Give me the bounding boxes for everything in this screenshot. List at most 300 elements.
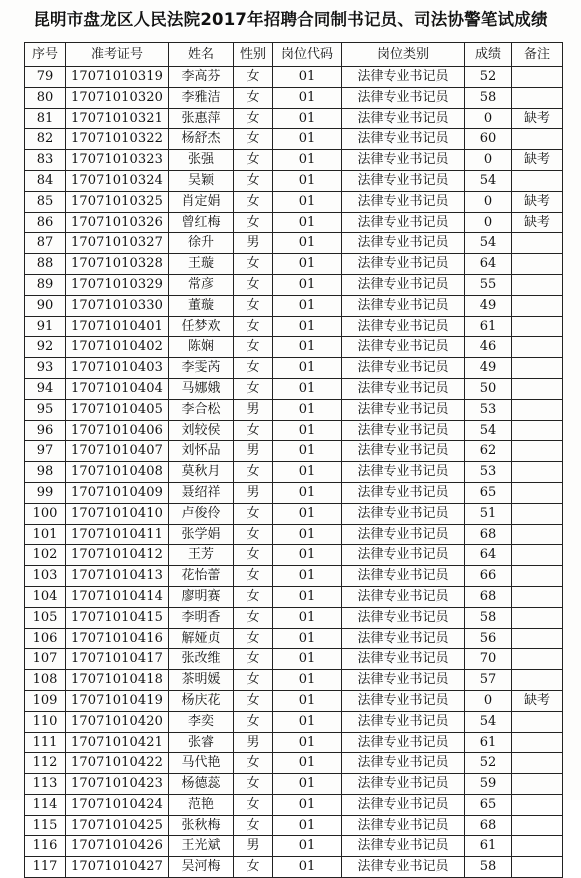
cell-score: 55	[465, 274, 512, 295]
cell-index: 81	[25, 108, 66, 129]
cell-remark	[512, 545, 563, 566]
cell-index: 107	[25, 649, 66, 670]
cell-gender: 女	[234, 87, 273, 108]
cell-index: 101	[25, 524, 66, 545]
cell-gender: 男	[234, 233, 273, 254]
cell-ticket-number: 17071010414	[66, 586, 169, 607]
cell-position-category: 法律专业书记员	[342, 711, 465, 732]
cell-score: 49	[465, 295, 512, 316]
cell-position-code: 01	[273, 67, 342, 88]
cell-position-code: 01	[273, 150, 342, 171]
cell-gender: 男	[234, 441, 273, 462]
cell-index: 85	[25, 191, 66, 212]
document-title: 昆明市盘龙区人民法院2017年招聘合同制书记员、司法协警笔试成绩	[33, 10, 548, 29]
cell-score: 68	[465, 524, 512, 545]
cell-remark	[512, 233, 563, 254]
cell-name: 李雯芮	[169, 358, 234, 379]
cell-index: 104	[25, 586, 66, 607]
cell-position-category: 法律专业书记员	[342, 670, 465, 691]
cell-ticket-number: 17071010427	[66, 857, 169, 878]
cell-ticket-number: 17071010325	[66, 191, 169, 212]
cell-position-category: 法律专业书记员	[342, 815, 465, 836]
cell-name: 王光斌	[169, 836, 234, 857]
cell-index: 100	[25, 503, 66, 524]
cell-remark	[512, 420, 563, 441]
table-row	[25, 108, 563, 129]
cell-name: 陈娴	[169, 337, 234, 358]
cell-index: 87	[25, 233, 66, 254]
cell-position-code: 01	[273, 503, 342, 524]
cell-score: 0	[465, 150, 512, 171]
header-name: 姓名	[169, 43, 234, 67]
cell-position-code: 01	[273, 108, 342, 129]
table-row	[25, 794, 563, 815]
cell-remark	[512, 794, 563, 815]
header-gender: 性别	[234, 43, 273, 67]
table-row	[25, 732, 563, 753]
cell-gender: 女	[234, 815, 273, 836]
cell-index: 93	[25, 358, 66, 379]
cell-score: 65	[465, 482, 512, 503]
cell-position-code: 01	[273, 690, 342, 711]
cell-ticket-number: 17071010412	[66, 545, 169, 566]
cell-index: 91	[25, 316, 66, 337]
cell-score: 54	[465, 170, 512, 191]
cell-position-code: 01	[273, 482, 342, 503]
cell-score: 68	[465, 586, 512, 607]
cell-gender: 女	[234, 295, 273, 316]
cell-position-category: 法律专业书记员	[342, 316, 465, 337]
cell-name: 徐升	[169, 233, 234, 254]
cell-position-code: 01	[273, 254, 342, 275]
cell-position-category: 法律专业书记员	[342, 753, 465, 774]
cell-remark	[512, 295, 563, 316]
header-remark: 备注	[512, 43, 563, 67]
cell-name: 肖定娟	[169, 191, 234, 212]
table-row	[25, 836, 563, 857]
cell-position-code: 01	[273, 191, 342, 212]
cell-ticket-number: 17071010415	[66, 607, 169, 628]
cell-gender: 女	[234, 191, 273, 212]
cell-ticket-number: 17071010319	[66, 67, 169, 88]
table-row	[25, 378, 563, 399]
cell-gender: 女	[234, 566, 273, 587]
cell-score: 52	[465, 753, 512, 774]
cell-name: 李高芬	[169, 67, 234, 88]
cell-score: 57	[465, 670, 512, 691]
cell-gender: 女	[234, 670, 273, 691]
cell-position-category: 法律专业书记员	[342, 441, 465, 462]
cell-ticket-number: 17071010327	[66, 233, 169, 254]
cell-ticket-number: 17071010329	[66, 274, 169, 295]
cell-gender: 女	[234, 628, 273, 649]
cell-remark	[512, 462, 563, 483]
cell-position-code: 01	[273, 607, 342, 628]
cell-position-code: 01	[273, 732, 342, 753]
cell-position-category: 法律专业书记员	[342, 358, 465, 379]
table-row	[25, 753, 563, 774]
table-row	[25, 441, 563, 462]
cell-gender: 女	[234, 586, 273, 607]
cell-gender: 女	[234, 503, 273, 524]
table-row	[25, 274, 563, 295]
cell-position-code: 01	[273, 649, 342, 670]
cell-name: 张强	[169, 150, 234, 171]
cell-score: 54	[465, 711, 512, 732]
table-row	[25, 212, 563, 233]
cell-remark: 缺考	[512, 108, 563, 129]
table-row	[25, 462, 563, 483]
table-body	[25, 67, 563, 878]
cell-position-code: 01	[273, 711, 342, 732]
cell-index: 112	[25, 753, 66, 774]
cell-ticket-number: 17071010402	[66, 337, 169, 358]
cell-position-category: 法律专业书记员	[342, 794, 465, 815]
cell-index: 109	[25, 690, 66, 711]
cell-remark	[512, 503, 563, 524]
cell-position-code: 01	[273, 566, 342, 587]
cell-position-category: 法律专业书记员	[342, 545, 465, 566]
cell-gender: 男	[234, 836, 273, 857]
cell-name: 马娜娥	[169, 378, 234, 399]
cell-position-code: 01	[273, 129, 342, 150]
cell-position-category: 法律专业书记员	[342, 524, 465, 545]
cell-name: 杨德蕊	[169, 774, 234, 795]
cell-index: 88	[25, 254, 66, 275]
cell-position-code: 01	[273, 524, 342, 545]
cell-position-code: 01	[273, 441, 342, 462]
cell-position-code: 01	[273, 815, 342, 836]
cell-name: 李雅洁	[169, 87, 234, 108]
cell-score: 54	[465, 420, 512, 441]
cell-gender: 女	[234, 857, 273, 878]
cell-name: 张学娟	[169, 524, 234, 545]
cell-position-category: 法律专业书记员	[342, 690, 465, 711]
cell-gender: 女	[234, 274, 273, 295]
cell-remark	[512, 524, 563, 545]
cell-name: 杨舒杰	[169, 129, 234, 150]
cell-remark	[512, 753, 563, 774]
cell-ticket-number: 17071010321	[66, 108, 169, 129]
cell-position-code: 01	[273, 462, 342, 483]
cell-index: 84	[25, 170, 66, 191]
cell-ticket-number: 17071010426	[66, 836, 169, 857]
cell-score: 0	[465, 690, 512, 711]
cell-position-code: 01	[273, 628, 342, 649]
cell-position-category: 法律专业书记员	[342, 233, 465, 254]
cell-score: 64	[465, 254, 512, 275]
cell-gender: 女	[234, 794, 273, 815]
cell-index: 86	[25, 212, 66, 233]
cell-position-code: 01	[273, 774, 342, 795]
cell-score: 66	[465, 566, 512, 587]
cell-gender: 女	[234, 545, 273, 566]
table-header-row	[25, 43, 563, 67]
cell-remark	[512, 482, 563, 503]
cell-gender: 女	[234, 607, 273, 628]
cell-name: 李合松	[169, 399, 234, 420]
table-row	[25, 316, 563, 337]
cell-position-code: 01	[273, 399, 342, 420]
table-row	[25, 857, 563, 878]
header-score: 成绩	[465, 43, 512, 67]
cell-gender: 女	[234, 753, 273, 774]
cell-ticket-number: 17071010324	[66, 170, 169, 191]
cell-name: 范艳	[169, 794, 234, 815]
cell-score: 46	[465, 337, 512, 358]
cell-score: 53	[465, 462, 512, 483]
cell-position-category: 法律专业书记员	[342, 628, 465, 649]
cell-name: 茶明媛	[169, 670, 234, 691]
cell-ticket-number: 17071010419	[66, 690, 169, 711]
cell-ticket-number: 17071010422	[66, 753, 169, 774]
cell-index: 99	[25, 482, 66, 503]
cell-position-category: 法律专业书记员	[342, 67, 465, 88]
cell-position-category: 法律专业书记员	[342, 212, 465, 233]
table-row	[25, 191, 563, 212]
cell-index: 103	[25, 566, 66, 587]
cell-position-category: 法律专业书记员	[342, 254, 465, 275]
cell-name: 李奕	[169, 711, 234, 732]
cell-score: 51	[465, 503, 512, 524]
table-row	[25, 586, 563, 607]
table-row	[25, 420, 563, 441]
cell-position-category: 法律专业书记员	[342, 732, 465, 753]
cell-position-category: 法律专业书记员	[342, 87, 465, 108]
cell-ticket-number: 17071010320	[66, 87, 169, 108]
table-row	[25, 628, 563, 649]
score-table	[24, 42, 563, 878]
cell-index: 98	[25, 462, 66, 483]
cell-position-category: 法律专业书记员	[342, 150, 465, 171]
cell-position-code: 01	[273, 857, 342, 878]
cell-name: 吴河梅	[169, 857, 234, 878]
table-row	[25, 399, 563, 420]
cell-position-code: 01	[273, 170, 342, 191]
cell-position-category: 法律专业书记员	[342, 462, 465, 483]
cell-position-code: 01	[273, 753, 342, 774]
cell-gender: 女	[234, 690, 273, 711]
cell-gender: 女	[234, 170, 273, 191]
cell-name: 任梦欢	[169, 316, 234, 337]
cell-ticket-number: 17071010420	[66, 711, 169, 732]
cell-ticket-number: 17071010421	[66, 732, 169, 753]
cell-index: 79	[25, 67, 66, 88]
cell-ticket-number: 17071010425	[66, 815, 169, 836]
cell-position-category: 法律专业书记员	[342, 191, 465, 212]
cell-name: 解娅贞	[169, 628, 234, 649]
cell-ticket-number: 17071010401	[66, 316, 169, 337]
cell-index: 95	[25, 399, 66, 420]
cell-ticket-number: 17071010411	[66, 524, 169, 545]
cell-remark	[512, 649, 563, 670]
cell-position-category: 法律专业书记员	[342, 108, 465, 129]
cell-score: 61	[465, 316, 512, 337]
header-position-code: 岗位代码	[273, 43, 342, 67]
cell-position-category: 法律专业书记员	[342, 420, 465, 441]
cell-index: 90	[25, 295, 66, 316]
cell-position-code: 01	[273, 337, 342, 358]
cell-position-category: 法律专业书记员	[342, 566, 465, 587]
cell-remark	[512, 441, 563, 462]
cell-gender: 女	[234, 358, 273, 379]
cell-name: 董璇	[169, 295, 234, 316]
cell-ticket-number: 17071010403	[66, 358, 169, 379]
cell-ticket-number: 17071010416	[66, 628, 169, 649]
cell-remark	[512, 399, 563, 420]
cell-position-category: 法律专业书记员	[342, 170, 465, 191]
header-ticket-number: 准考证号	[66, 43, 169, 67]
cell-name: 吴颖	[169, 170, 234, 191]
table-row	[25, 482, 563, 503]
table-row	[25, 774, 563, 795]
cell-gender: 女	[234, 67, 273, 88]
cell-remark	[512, 836, 563, 857]
cell-position-category: 法律专业书记员	[342, 649, 465, 670]
cell-score: 58	[465, 607, 512, 628]
cell-name: 张改维	[169, 649, 234, 670]
table-row	[25, 150, 563, 171]
cell-position-category: 法律专业书记员	[342, 378, 465, 399]
cell-position-code: 01	[273, 545, 342, 566]
cell-remark	[512, 337, 563, 358]
cell-score: 65	[465, 794, 512, 815]
cell-position-category: 法律专业书记员	[342, 586, 465, 607]
cell-remark	[512, 254, 563, 275]
cell-index: 83	[25, 150, 66, 171]
cell-remark: 缺考	[512, 150, 563, 171]
cell-position-code: 01	[273, 233, 342, 254]
cell-ticket-number: 17071010407	[66, 441, 169, 462]
cell-ticket-number: 17071010323	[66, 150, 169, 171]
cell-index: 111	[25, 732, 66, 753]
cell-score: 0	[465, 212, 512, 233]
table-row	[25, 358, 563, 379]
cell-score: 60	[465, 129, 512, 150]
cell-remark	[512, 274, 563, 295]
cell-score: 52	[465, 67, 512, 88]
cell-index: 113	[25, 774, 66, 795]
cell-remark: 缺考	[512, 191, 563, 212]
cell-position-category: 法律专业书记员	[342, 274, 465, 295]
cell-score: 58	[465, 857, 512, 878]
cell-score: 61	[465, 836, 512, 857]
cell-index: 102	[25, 545, 66, 566]
cell-gender: 女	[234, 378, 273, 399]
table-row	[25, 545, 563, 566]
table-row	[25, 129, 563, 150]
cell-remark	[512, 129, 563, 150]
cell-position-category: 法律专业书记员	[342, 607, 465, 628]
cell-ticket-number: 17071010404	[66, 378, 169, 399]
cell-position-code: 01	[273, 295, 342, 316]
cell-remark	[512, 378, 563, 399]
cell-remark: 缺考	[512, 690, 563, 711]
cell-gender: 女	[234, 337, 273, 358]
cell-ticket-number: 17071010418	[66, 670, 169, 691]
cell-remark	[512, 732, 563, 753]
table-row	[25, 711, 563, 732]
cell-ticket-number: 17071010322	[66, 129, 169, 150]
cell-score: 70	[465, 649, 512, 670]
cell-remark	[512, 857, 563, 878]
cell-name: 曾红梅	[169, 212, 234, 233]
cell-position-category: 法律专业书记员	[342, 295, 465, 316]
cell-score: 64	[465, 545, 512, 566]
cell-score: 59	[465, 774, 512, 795]
cell-index: 94	[25, 378, 66, 399]
cell-position-code: 01	[273, 586, 342, 607]
cell-position-code: 01	[273, 794, 342, 815]
cell-remark	[512, 815, 563, 836]
cell-name: 马代艳	[169, 753, 234, 774]
cell-position-code: 01	[273, 420, 342, 441]
table-row	[25, 295, 563, 316]
cell-position-code: 01	[273, 670, 342, 691]
cell-ticket-number: 17071010328	[66, 254, 169, 275]
table-row	[25, 87, 563, 108]
cell-gender: 女	[234, 711, 273, 732]
cell-gender: 女	[234, 212, 273, 233]
cell-index: 116	[25, 836, 66, 857]
cell-remark	[512, 586, 563, 607]
table-row	[25, 67, 563, 88]
cell-name: 张秋梅	[169, 815, 234, 836]
cell-score: 0	[465, 191, 512, 212]
cell-score: 62	[465, 441, 512, 462]
table-row	[25, 670, 563, 691]
cell-remark	[512, 607, 563, 628]
table-row	[25, 170, 563, 191]
cell-position-code: 01	[273, 87, 342, 108]
cell-index: 114	[25, 794, 66, 815]
cell-gender: 女	[234, 254, 273, 275]
cell-position-category: 法律专业书记员	[342, 503, 465, 524]
cell-position-category: 法律专业书记员	[342, 774, 465, 795]
table-row	[25, 337, 563, 358]
cell-position-code: 01	[273, 358, 342, 379]
table-row	[25, 649, 563, 670]
cell-remark	[512, 170, 563, 191]
cell-position-code: 01	[273, 378, 342, 399]
cell-name: 莫秋月	[169, 462, 234, 483]
cell-gender: 女	[234, 524, 273, 545]
cell-score: 56	[465, 628, 512, 649]
cell-index: 115	[25, 815, 66, 836]
cell-name: 王芳	[169, 545, 234, 566]
cell-remark	[512, 566, 563, 587]
cell-position-code: 01	[273, 316, 342, 337]
cell-ticket-number: 17071010423	[66, 774, 169, 795]
cell-gender: 女	[234, 420, 273, 441]
cell-gender: 女	[234, 150, 273, 171]
table-row	[25, 254, 563, 275]
cell-position-code: 01	[273, 274, 342, 295]
cell-name: 刘怀品	[169, 441, 234, 462]
cell-score: 0	[465, 108, 512, 129]
cell-remark	[512, 670, 563, 691]
cell-ticket-number: 17071010413	[66, 566, 169, 587]
cell-position-category: 法律专业书记员	[342, 857, 465, 878]
cell-gender: 男	[234, 482, 273, 503]
cell-score: 53	[465, 399, 512, 420]
cell-score: 58	[465, 87, 512, 108]
cell-name: 张惠萍	[169, 108, 234, 129]
cell-position-category: 法律专业书记员	[342, 399, 465, 420]
cell-name: 刘较侯	[169, 420, 234, 441]
cell-ticket-number: 17071010330	[66, 295, 169, 316]
cell-index: 108	[25, 670, 66, 691]
